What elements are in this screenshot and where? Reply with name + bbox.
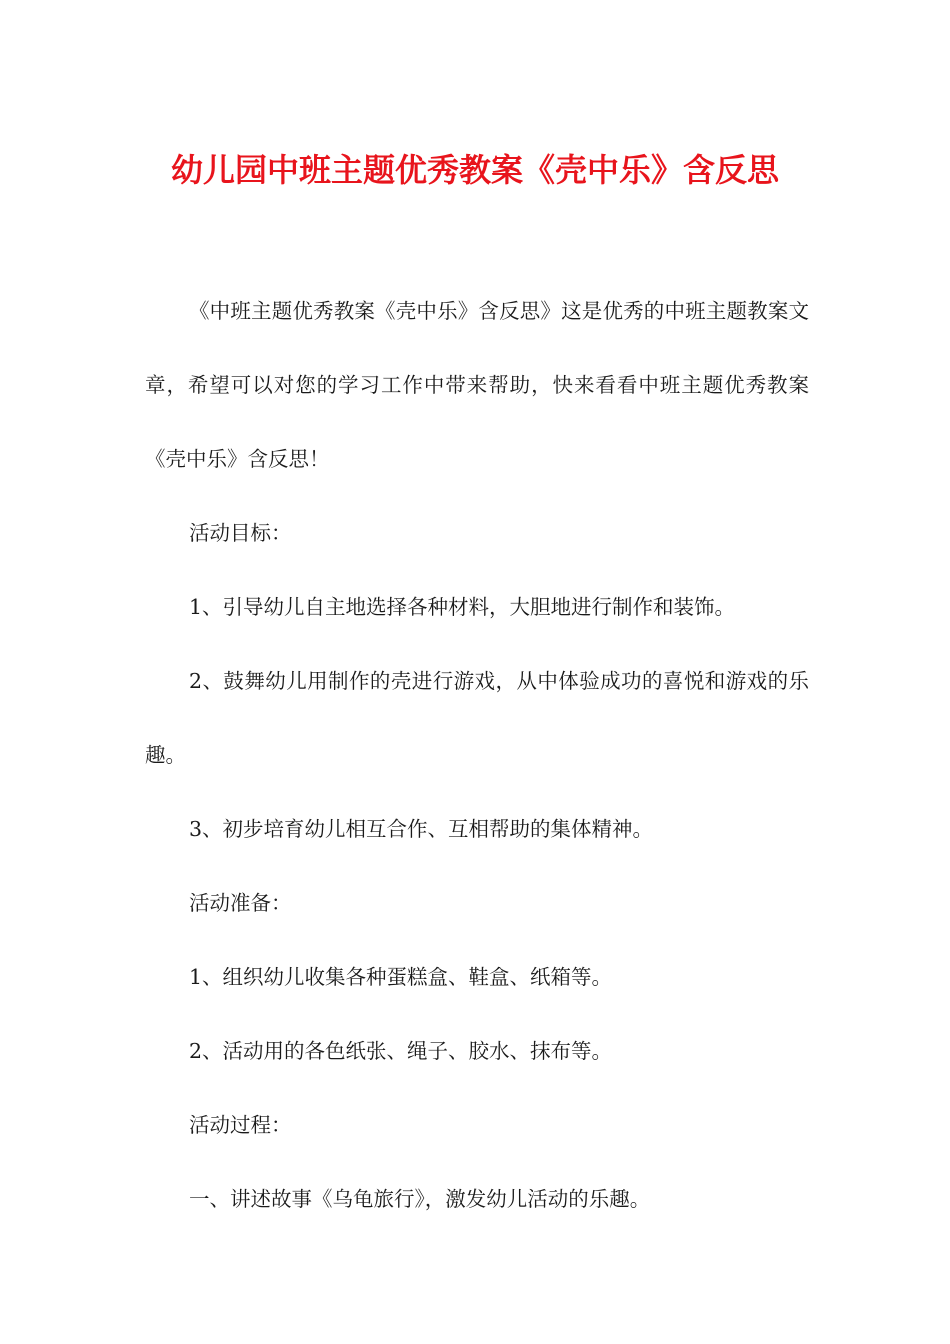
goal-item-3: 3、初步培育幼儿相互合作、互相帮助的集体精神。 <box>189 817 654 841</box>
section-heading-goals: 活动目标： <box>189 521 292 545</box>
section-heading-process: 活动过程： <box>189 1113 292 1137</box>
goal-item-2: 2、鼓舞幼儿用制作的壳进行游戏，从中体验成功的喜悦和游戏的乐趣。 <box>145 669 809 767</box>
goal-item-1: 1、引导幼儿自主地选择各种材料，大胆地进行制作和装饰。 <box>189 595 736 619</box>
preparation-item-2: 2、活动用的各色纸张、绳子、胶水、抹布等。 <box>189 1039 613 1063</box>
document-body <box>145 274 809 1236</box>
document-title: 幼儿园中班主题优秀教案《壳中乐》含反思 <box>170 151 779 189</box>
preparation-item-1: 1、组织幼儿收集各种蛋糕盒、鞋盒、纸箱等。 <box>189 965 613 989</box>
section-heading-preparation: 活动准备： <box>189 891 292 915</box>
intro-paragraph: 《中班主题优秀教案《壳中乐》含反思》这是优秀的中班主题教案文章，希望可以对您的学习工作中带来帮助，快来看看中班主题优秀教案《壳中乐》含反思！ <box>145 299 809 471</box>
process-step-1: 一、讲述故事《乌龟旅行》，激发幼儿活动的乐趣。 <box>189 1187 651 1211</box>
